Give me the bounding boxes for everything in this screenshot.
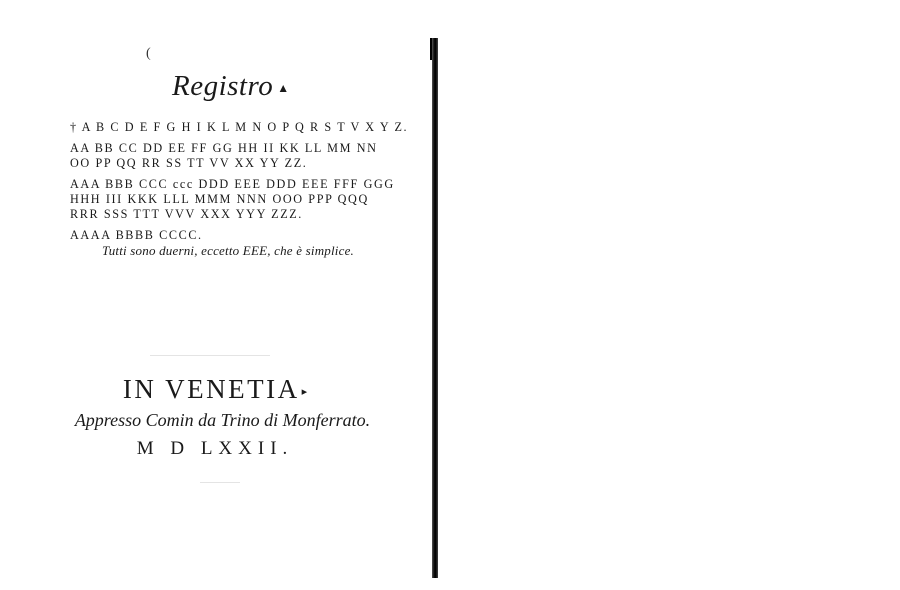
imprint-place: [0, 374, 430, 405]
show-through-line: [200, 482, 240, 483]
corner-mark: (: [146, 46, 151, 61]
signature-line: HHH III KKK LLL MMM NNN OOO PPP QQQ: [70, 192, 369, 206]
heading-text: Registro: [172, 70, 274, 102]
signature-line: OO PP QQ RR SS TT VV XX YY ZZ.: [70, 156, 308, 170]
signature-group: [70, 141, 400, 171]
signature-line: RRR SSS TTT VVV XXX YYY ZZZ.: [70, 207, 303, 221]
imprint-printer: Appresso Comin da Trino di Monferrato.: [74, 410, 371, 430]
signature-group: [70, 120, 409, 135]
imprint-place-text: IN VENETIA: [122, 374, 300, 404]
left-page: [0, 0, 430, 590]
collation-note: Tutti sono duerni, eccetto EEE, che è simplice.: [102, 243, 355, 258]
signature-group: [70, 228, 400, 243]
register-heading: [172, 70, 290, 103]
signature-register: [70, 120, 409, 249]
heading-marker: ▲: [277, 80, 290, 95]
signature-line: AA BB CC DD EE FF GG HH II KK LL MM NN: [70, 141, 378, 155]
imprint-year: M D LXXII.: [136, 438, 294, 459]
imprint-place-marker: ▸: [301, 386, 308, 399]
signature-group: [70, 177, 400, 222]
signature-line: † A B C D E F G H I K L M N O P Q R S T V X Y Z.: [70, 120, 409, 134]
signature-line: AAAA BBBB CCCC.: [70, 228, 203, 242]
show-through-line: [150, 355, 270, 356]
right-page-blank: [438, 0, 900, 590]
signature-line: AAA BBB CCC ccc DDD EEE DDD EEE FFF GGG: [70, 177, 395, 191]
